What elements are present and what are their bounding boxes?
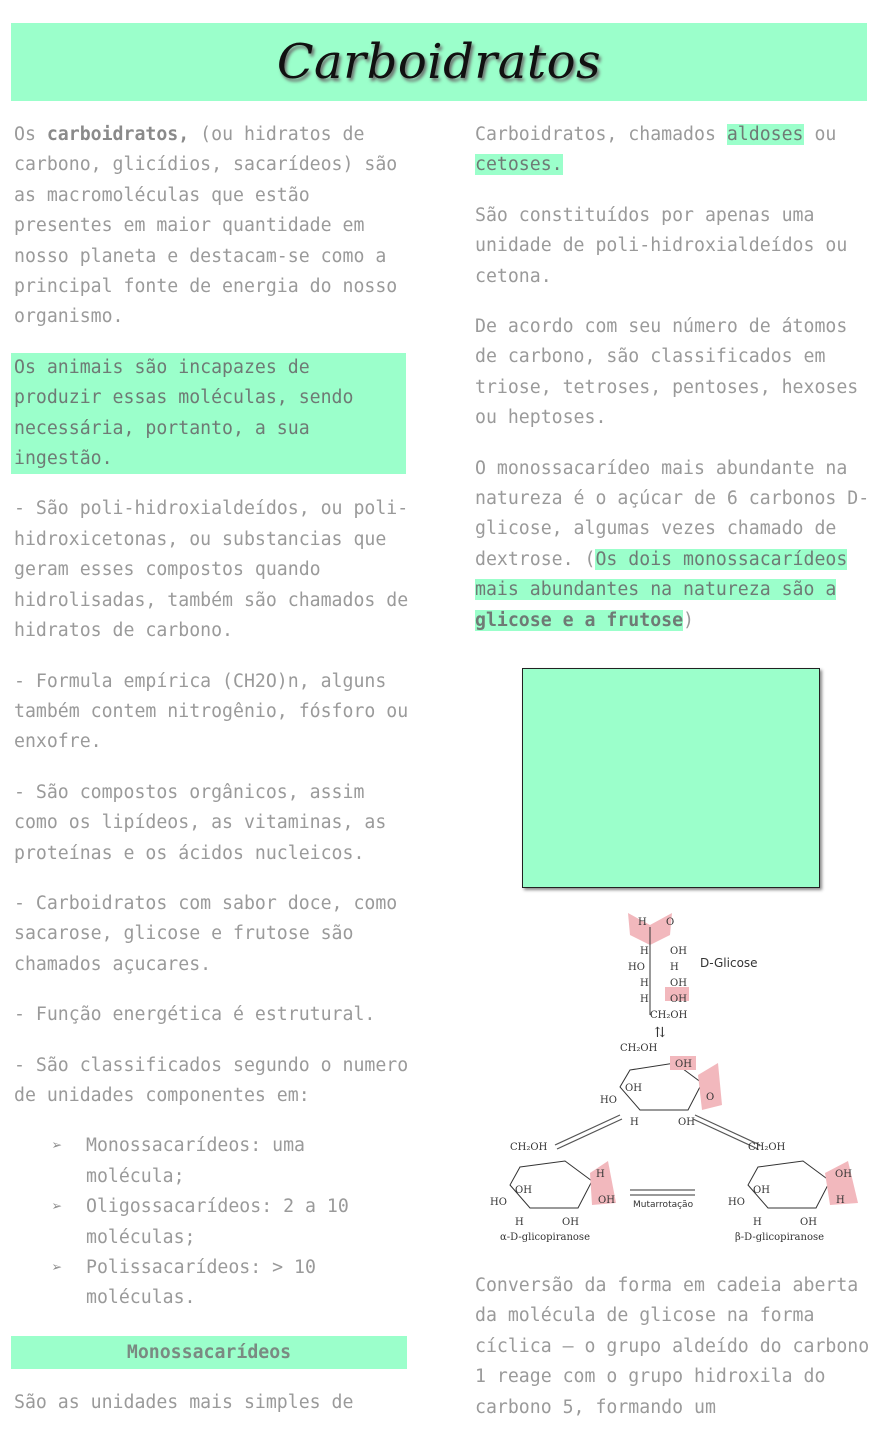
atom-label: H: [753, 1217, 762, 1228]
atom-label: OH: [515, 1185, 532, 1196]
beta-glucopyranose-label: β-D-glicopiranose: [735, 1232, 825, 1243]
diagram-caption: Conversão da forma em cadeia aberta da molécula de glicose na forma cíclica – o grupo aldeído do carbono 1 reage com o grupo hidroxila do carbono 5, formando um: [475, 1275, 870, 1418]
atom-label: OH: [800, 1217, 817, 1228]
atom-label: CH₂OH: [620, 1043, 658, 1054]
title-banner: [11, 23, 867, 101]
paragraph-carbon-count: De acordo com seu número de átomos de carbono, são classificados em triose, tetroses, pentoses, hexoses ou heptoses.: [475, 316, 859, 429]
atom-label: H: [640, 946, 649, 957]
list-item: ➢ Monossacarídeos: uma molécula;: [14, 1131, 409, 1192]
page-title: Carboidratos: [276, 34, 602, 90]
atom-label: HO: [600, 1095, 617, 1106]
atom-label: H: [640, 978, 649, 989]
arrow-bullet-icon: ➢: [52, 1197, 63, 1218]
atom-label: OH: [835, 1169, 852, 1180]
equilibrium-arrow: ⇅: [654, 1025, 666, 1041]
arrow-bullet-icon: ➢: [52, 1136, 63, 1157]
atom-label: CH₂OH: [650, 1010, 688, 1021]
atom-label: OH: [675, 1059, 692, 1070]
atom-label: OH: [598, 1195, 615, 1206]
intro-paragraph: Os carboidratos, (ou hidratos de carbono, glicídios, sacarídeos) são as macromoléculas que estão presentes em maior quantidade em nosso planeta e destacam-se como a principal fonte de energia do nosso organismo.: [14, 124, 398, 328]
right-column: [475, 120, 870, 656]
paragraph-function: - Função energética é estrutural.: [14, 1004, 376, 1026]
atom-label: CH₂OH: [748, 1142, 786, 1153]
atom-label: O: [706, 1092, 715, 1103]
d-glucose-label: D-Glicose: [700, 956, 758, 970]
atom-label: OH: [753, 1185, 770, 1196]
atom-label: HO: [728, 1197, 745, 1208]
atom-label: OH: [670, 994, 687, 1005]
list-item: ➢ Polissacarídeos: > 10 moléculas.: [14, 1253, 409, 1314]
atom-label: H: [630, 1117, 639, 1128]
arrow-bullet-icon: ➢: [52, 1258, 63, 1278]
image-placeholder: [522, 668, 820, 888]
atom-label: CH₂OH: [510, 1142, 548, 1153]
atom-label: H: [638, 917, 647, 928]
atom-label: HO: [490, 1197, 507, 1208]
paragraph-formula: - Formula empírica (CH2O)n, alguns também contem nitrogênio, fósforo ou enxofre.: [14, 670, 409, 753]
atom-label: OH: [670, 978, 687, 989]
alpha-glucopyranose-label: α-D-glicopiranose: [500, 1232, 590, 1243]
left-column: [14, 120, 409, 1334]
atom-label: H: [640, 994, 649, 1005]
paragraph-aldoses: Carboidratos, chamados aldoses ou cetoses.: [475, 124, 837, 176]
list-item: ➢ Oligossacarídeos: 2 a 10 moléculas;: [14, 1192, 409, 1253]
atom-label: HO: [628, 962, 645, 973]
atom-label: H: [596, 1169, 605, 1180]
paragraph-classification: - São classificados segundo o numero de unidades componentes em:: [14, 1054, 409, 1106]
atom-label: OH: [625, 1083, 642, 1094]
section-heading: Monossacarídeos: [11, 1336, 407, 1369]
paragraph-polyhydroxy: - São poli-hidroxialdeídos, ou poli-hidroxicetonas, ou substancias que geram esses compostos quando hidrolisadas, também são chamados de hidratos de carbono.: [14, 498, 409, 642]
glucose-cyclization-diagram: [470, 905, 870, 1250]
atom-label: OH: [678, 1117, 695, 1128]
atom-label: OH: [670, 946, 687, 957]
paragraph-glucose: O monossacarídeo mais abundante na natureza é o açúcar de 6 carbonos D-glicose, algumas vezes chamado de dextrose. (Os dois monossacarídeos mais abundantes na natureza são a glicose e a frutose): [475, 457, 870, 631]
classification-list: [14, 1131, 409, 1313]
atom-label: O: [666, 917, 675, 928]
paragraph-organic: - São compostos orgânicos, assim como os lipídeos, as vitaminas, as proteínas e os ácidos nucleicos.: [14, 781, 387, 864]
highlight-paragraph: Os animais são incapazes de produzir essas moléculas, sendo necessária, portanto, a sua ingestão.: [11, 353, 406, 475]
monosaccharide-intro: São as unidades mais simples de: [14, 1392, 354, 1413]
atom-label: H: [836, 1195, 845, 1206]
atom-label: H: [670, 962, 679, 973]
atom-label: OH: [562, 1217, 579, 1228]
paragraph-sweet: - Carboidratos com sabor doce, como sacarose, glicose e frutose são chamados açucares.: [14, 892, 398, 975]
paragraph-constitution: São constituídos por apenas uma unidade de poli-hidroxialdeídos ou cetona.: [475, 204, 848, 287]
atom-label: H: [515, 1217, 524, 1228]
mutarotation-label: Mutarrotação: [633, 1200, 694, 1210]
